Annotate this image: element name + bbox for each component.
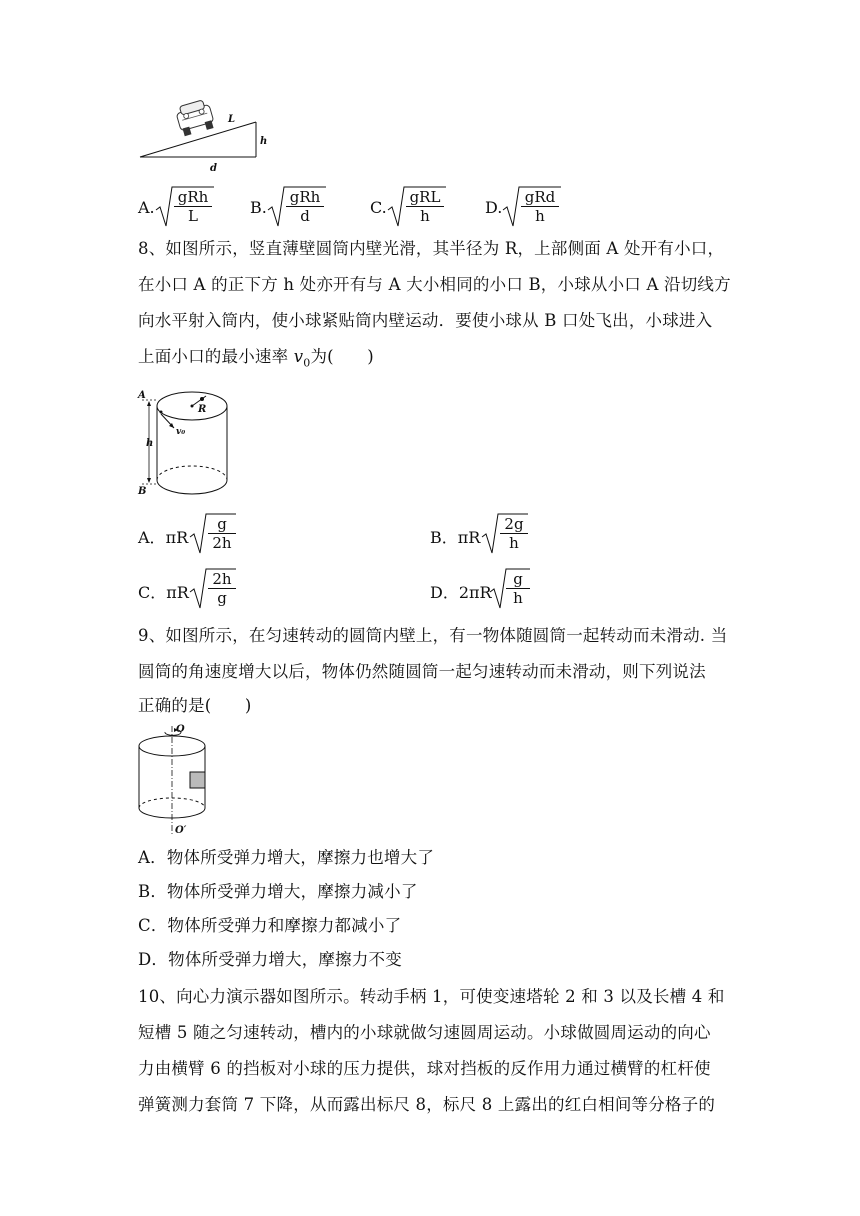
q8-line-2: 在小口 A 的正下方 h 处亦开有与 A 大小相同的小口 B，小球从小口 A 沿切线方 bbox=[138, 275, 731, 294]
label-O: O bbox=[176, 724, 185, 735]
q8-line-4-post: 为( ) bbox=[310, 347, 374, 366]
q8-option-d-num: g bbox=[506, 570, 530, 589]
car-icon bbox=[175, 100, 216, 137]
q8-option-b-num: 2g bbox=[500, 515, 528, 534]
block-icon bbox=[190, 772, 205, 788]
label-h-q8: h bbox=[146, 438, 154, 449]
q9-option-c: C．物体所受弹力和摩擦力都减小了 bbox=[138, 916, 402, 935]
q8-option-b-letter: B．πR bbox=[430, 528, 481, 547]
q7-option-d-letter: D. bbox=[485, 198, 503, 217]
q7-option-c-root bbox=[388, 186, 448, 232]
q8-option-d-coef: 2πR bbox=[458, 583, 492, 602]
q7-option-c-num: gRL bbox=[406, 188, 444, 207]
q8-option-a-num: g bbox=[208, 515, 236, 534]
q8-option-a-root bbox=[190, 513, 240, 559]
q9-option-d: D．物体所受弹力增大，摩擦力不变 bbox=[138, 950, 402, 969]
q8-option-b-coef: πR bbox=[457, 528, 481, 547]
label-v0: v₀ bbox=[176, 427, 186, 437]
q8-option-d-den: h bbox=[513, 589, 523, 607]
q8-option-b-den: h bbox=[509, 534, 519, 552]
q9-line-3: 正确的是( ) bbox=[138, 696, 252, 715]
label-L: L bbox=[228, 114, 236, 125]
q8-option-c-den: g bbox=[217, 589, 227, 607]
q7-option-b-root bbox=[268, 186, 328, 232]
q7-option-a-den: L bbox=[188, 207, 198, 225]
q7-option-b-den: d bbox=[300, 207, 310, 225]
q7-option-c-letter: C. bbox=[370, 198, 387, 217]
label-h: h bbox=[260, 136, 268, 147]
q8-option-d-root bbox=[490, 568, 540, 614]
label-O-prime: O′ bbox=[175, 825, 187, 836]
label-A: A bbox=[138, 390, 146, 401]
q7-option-b-letter: B. bbox=[250, 198, 267, 217]
q8-line-4-pre: 上面小口的最小速率 bbox=[138, 347, 294, 366]
q8-option-a-den: 2h bbox=[212, 534, 232, 552]
q10-line-2: 短槽 5 随之匀速转动，槽内的小球就做匀速圆周运动。小球做圆周运动的向心 bbox=[138, 1023, 711, 1042]
q7-option-d-root bbox=[503, 186, 563, 232]
q10-line-4: 弹簧测力套筒 7 下降，从而露出标尺 8，标尺 8 上露出的红白相间等分格子的 bbox=[138, 1095, 716, 1114]
cylinder-figure-q8 bbox=[136, 384, 236, 500]
v-subscript: 0 bbox=[303, 356, 311, 370]
q7-option-d-den: h bbox=[535, 207, 545, 225]
q8-option-b-root bbox=[482, 513, 532, 559]
label-R: R bbox=[198, 404, 207, 415]
q7-option-a-num: gRh bbox=[174, 188, 212, 207]
q7-option-d-num: gRd bbox=[521, 188, 559, 207]
q8-line-3: 向水平射入筒内，使小球紧贴筒内壁运动．要使小球从 B 口处飞出，小球进入 bbox=[138, 311, 713, 330]
q8-line-1: 8、如图所示，竖直薄壁圆筒内壁光滑，其半径为 R，上部侧面 A 处开有小口， bbox=[138, 239, 725, 258]
q8-option-c-coef: πR bbox=[166, 583, 189, 602]
q7-option-c-den: h bbox=[420, 207, 430, 225]
q10-line-1: 10、向心力演示器如图所示。转动手柄 1，可使变速塔轮 2 和 3 以及长槽 4 和 bbox=[138, 987, 725, 1006]
q9-option-b: B．物体所受弹力增大，摩擦力减小了 bbox=[138, 882, 418, 901]
q10-line-3: 力由横臂 6 的挡板对小球的压力提供，球对挡板的反作用力通过横臂的杠杆使 bbox=[138, 1059, 711, 1078]
incline-figure bbox=[136, 100, 276, 175]
q8-option-a-letter: A．πR bbox=[138, 528, 189, 547]
q8-option-d-letter: D．2πR bbox=[430, 583, 492, 602]
q8-line-4 bbox=[138, 347, 374, 373]
q8-option-c-num: 2h bbox=[208, 570, 236, 589]
v-symbol: v bbox=[293, 347, 304, 366]
cylinder-figure-q9 bbox=[136, 722, 226, 837]
q9-option-a: A．物体所受弹力增大，摩擦力也增大了 bbox=[138, 848, 435, 867]
q8-option-c-root bbox=[190, 568, 240, 614]
q8-option-c-letter: C．πR bbox=[138, 583, 189, 602]
q8-option-a-coef: πR bbox=[165, 528, 189, 547]
q9-line-1: 9、如图所示，在匀速转动的圆筒内壁上，有一物体随圆筒一起转动而未滑动. 当 bbox=[138, 626, 728, 645]
q7-option-b-num: gRh bbox=[286, 188, 324, 207]
q7-option-a-root bbox=[156, 186, 216, 232]
q7-option-a-letter: A. bbox=[138, 198, 155, 217]
q9-line-2: 圆筒的角速度增大以后，物体仍然随圆筒一起匀速转动而未滑动，则下列说法 bbox=[138, 662, 706, 681]
label-B: B bbox=[138, 486, 147, 497]
label-d: d bbox=[210, 163, 217, 174]
